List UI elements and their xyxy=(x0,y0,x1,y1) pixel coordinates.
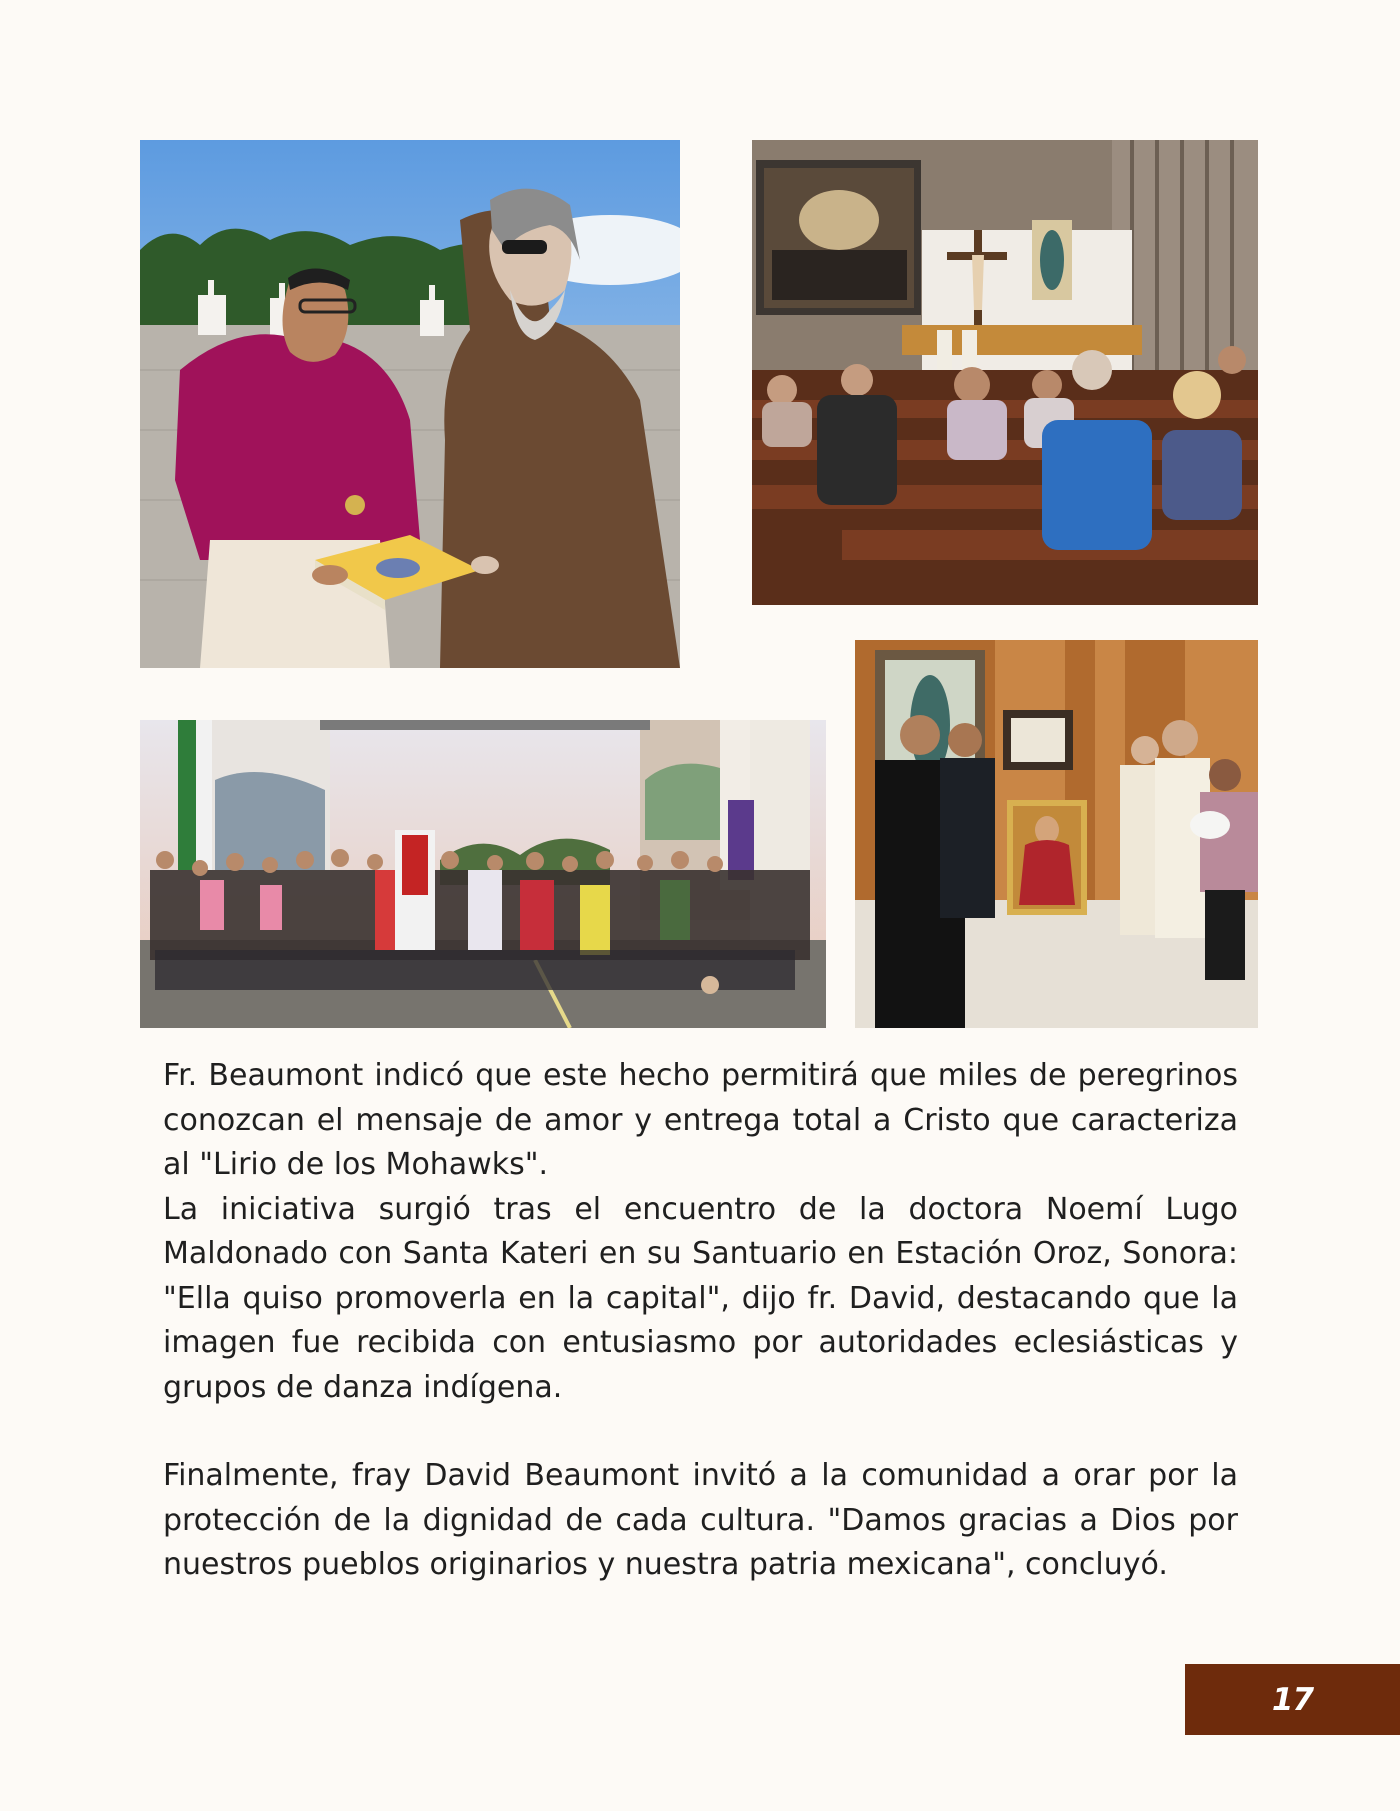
article-body xyxy=(163,1054,1238,1588)
article-paragraph-1: Fr. Beaumont indicó que este hecho permitirá que miles de peregrinos conozcan el mensaje de amor y entrega total a Cristo que caracteriza al "Lirio de los Mohawks". xyxy=(163,1058,1238,1182)
page-number-badge xyxy=(1185,1664,1400,1735)
basilica-mass-photo xyxy=(752,140,1258,605)
chapel-image-photo xyxy=(855,640,1258,1028)
procession-group-photo xyxy=(140,720,826,1028)
bishop-and-friar-photo xyxy=(140,140,680,668)
article-paragraph-2: La iniciativa surgió tras el encuentro de la doctora Noemí Lugo Maldonado con Santa Kateri en su Santuario en Estación Oroz, Sonora: "Ella quiso promoverla en la capital", dijo fr. David, destacando que la imagen fue recibida con entusiasmo por autoridades eclesiásticas y grupos de danza indígena. xyxy=(163,1191,1238,1405)
article-paragraph-3: Finalmente, fray David Beaumont invitó a la comunidad a orar por la protección de la dignidad de cada cultura. "Damos gracias a Dios por nuestros pueblos originarios y nuestra patria mexicana", concluyó. xyxy=(163,1458,1238,1582)
page-number: 17 xyxy=(1271,1681,1314,1718)
